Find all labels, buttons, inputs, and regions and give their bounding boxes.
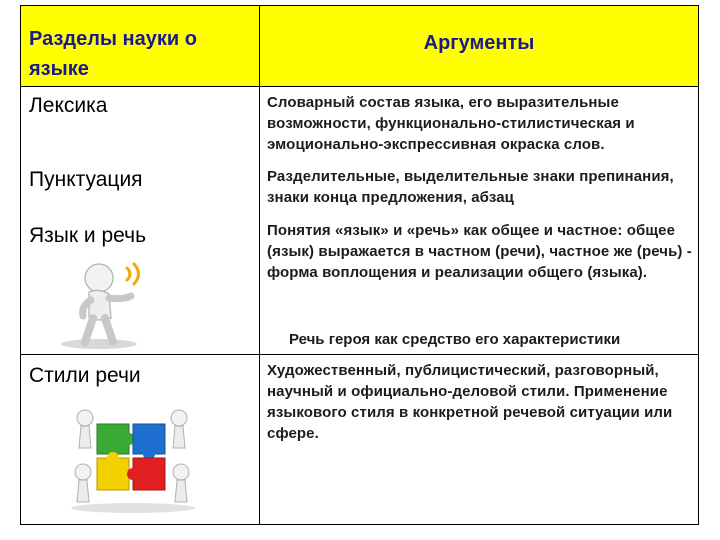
row-divider: [21, 354, 698, 355]
topic-language-speech: Язык и речь: [29, 224, 147, 247]
puzzle-team-illustration: [61, 398, 206, 516]
header-arguments-label: Аргументы: [423, 32, 535, 54]
header-sections-label: Разделы науки о языке: [29, 28, 197, 80]
speaking-person-illustration: [51, 256, 171, 351]
argument-speech-styles: Художественный, публицистический, разговорный, научный и официально-деловой стили. Применение языкового стиля в конкретной речевой ситуации или сфере.: [267, 362, 673, 442]
topic-lexicon: Лексика: [29, 94, 108, 117]
column-divider: [259, 6, 260, 524]
topic-punctuation: Пунктуация: [29, 168, 143, 191]
topic-speech-styles: Стили речи: [29, 364, 141, 387]
language-science-table: [20, 5, 699, 525]
speech-hero-caption: Речь героя как средство его характеристики: [289, 331, 621, 348]
argument-lexicon: Словарный состав языка, его выразительные возможности, функционально-стилистическая и эмоционально-экспрессивная окраска слов.: [267, 94, 635, 153]
argument-language-speech: Понятия «язык» и «речь» как общее и частное: общее (язык) выражается в частном (речи), частное же (речь) - форма воплощения и реализации общего (языка).: [267, 222, 692, 281]
argument-punctuation: Разделительные, выделительные знаки препинания, знаки конца предложения, абзац: [267, 168, 674, 206]
row-divider: [21, 86, 698, 87]
